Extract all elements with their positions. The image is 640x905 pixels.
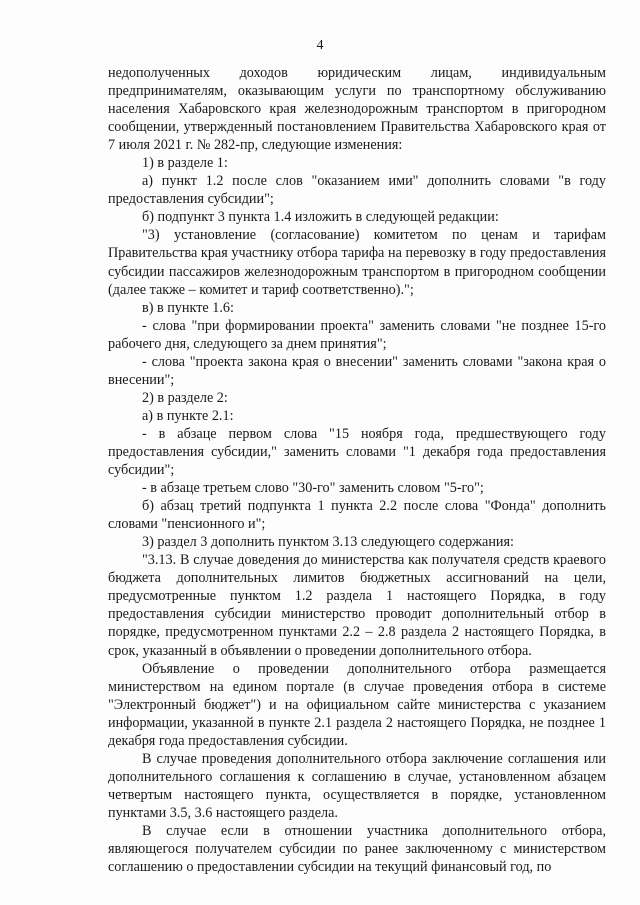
- paragraph-dash-2: - слова "проекта закона края о внесении" заменить словами "закона края о внесении";: [108, 353, 606, 388]
- paragraph-section3-heading: 3) раздел 3 дополнить пунктом 3.13 следующего содержания:: [142, 534, 514, 551]
- paragraph-participant: В случае если в отношении участника дополнительного отбора, являющегося получателем субсидии по ранее заключенному с министерством соглашению о предоставлении субсидии на текущий финансовый год, по: [108, 822, 606, 876]
- paragraph-section1-heading: 1) в разделе 1:: [142, 155, 228, 172]
- paragraph-dash-3: - в абзаце первом слова "15 ноября года, предшествующего году предоставления субсидии," заменить словами "1 декабря года предоставления субсидии";: [108, 425, 606, 479]
- paragraph-section2-heading: 2) в разделе 2:: [142, 389, 228, 406]
- paragraph-agreement: В случае проведения дополнительного отбора заключение соглашения или дополнительного соглашения к соглашению в случае, установленном абзацем четвертым настоящего пункта, осуществляется в порядке, установленном пунктами 3.5, 3.6 настоящего раздела.: [108, 750, 606, 821]
- paragraph-announcement: Объявление о проведении дополнительного отбора размещается министерством на едином портале (в случае проведения отбора в системе "Электронный бюджет") и на официальном сайте министерства с указанием информации, указанной в пункте 2.1 раздела 2 настоящего Порядка, не позднее 1 декабря года предоставления субсидии.: [108, 660, 606, 749]
- paragraph-item-a-1: а) пункт 1.2 после слов "оказанием ими" дополнить словами "в году предоставления субсидии";: [108, 173, 606, 208]
- paragraph-dash-4: - в абзаце третьем слово "30-го" заменить словом "5-го";: [142, 480, 484, 497]
- document-body: [108, 64, 606, 876]
- paragraph-item-a-2: а) в пункте 2.1:: [142, 407, 234, 424]
- paragraph-intro: недополученных доходов юридическим лицам, индивидуальным предпринимателям, оказывающим услуги по транспортному обслуживанию населения Хабаровского края железнодорожным транспортом в пригородном сообщении, утвержденный постановлением Правительства Хабаровского края от 7 июля 2021 г. № 282-пр, следующие изменения:: [108, 65, 606, 154]
- paragraph-item-v-1: в) в пункте 1.6:: [142, 299, 234, 316]
- paragraph-item-b-1: б) подпункт 3 пункта 1.4 изложить в следующей редакции:: [142, 209, 499, 226]
- paragraph-subitem-3-text: "3) установление (согласование) комитетом по ценам и тарифам Правительства края участнику отбора тарифа на перевозку в году предоставления субсидии пассажиров железнодорожным транспортом в пригородном сообщении (далее также – комитет и тариф соответственно).";: [108, 227, 606, 298]
- paragraph-item-b-2: б) абзац третий подпункта 1 пункта 2.2 после слова "Фонда" дополнить словами "пенсионного и";: [108, 498, 606, 533]
- paragraph-dash-1: - слова "при формировании проекта" заменить словами "не позднее 15-го рабочего дня, следующего за днем принятия";: [108, 317, 606, 352]
- page-number: 4: [316, 38, 324, 53]
- paragraph-clause-3-13: "3.13. В случае доведения до министерства как получателя средств краевого бюджета дополнительных лимитов бюджетных ассигнований на цели, предусмотренные пунктом 1.2 раздела 1 настоящего Порядка, в году предоставления субсидии министерство проводит дополнительный отбор в порядке, предусмотренном пунктами 2.2 – 2.8 раздела 2 настоящего Порядка, в срок, указанный в объявлении о проведении дополнительного отбора.: [108, 552, 606, 659]
